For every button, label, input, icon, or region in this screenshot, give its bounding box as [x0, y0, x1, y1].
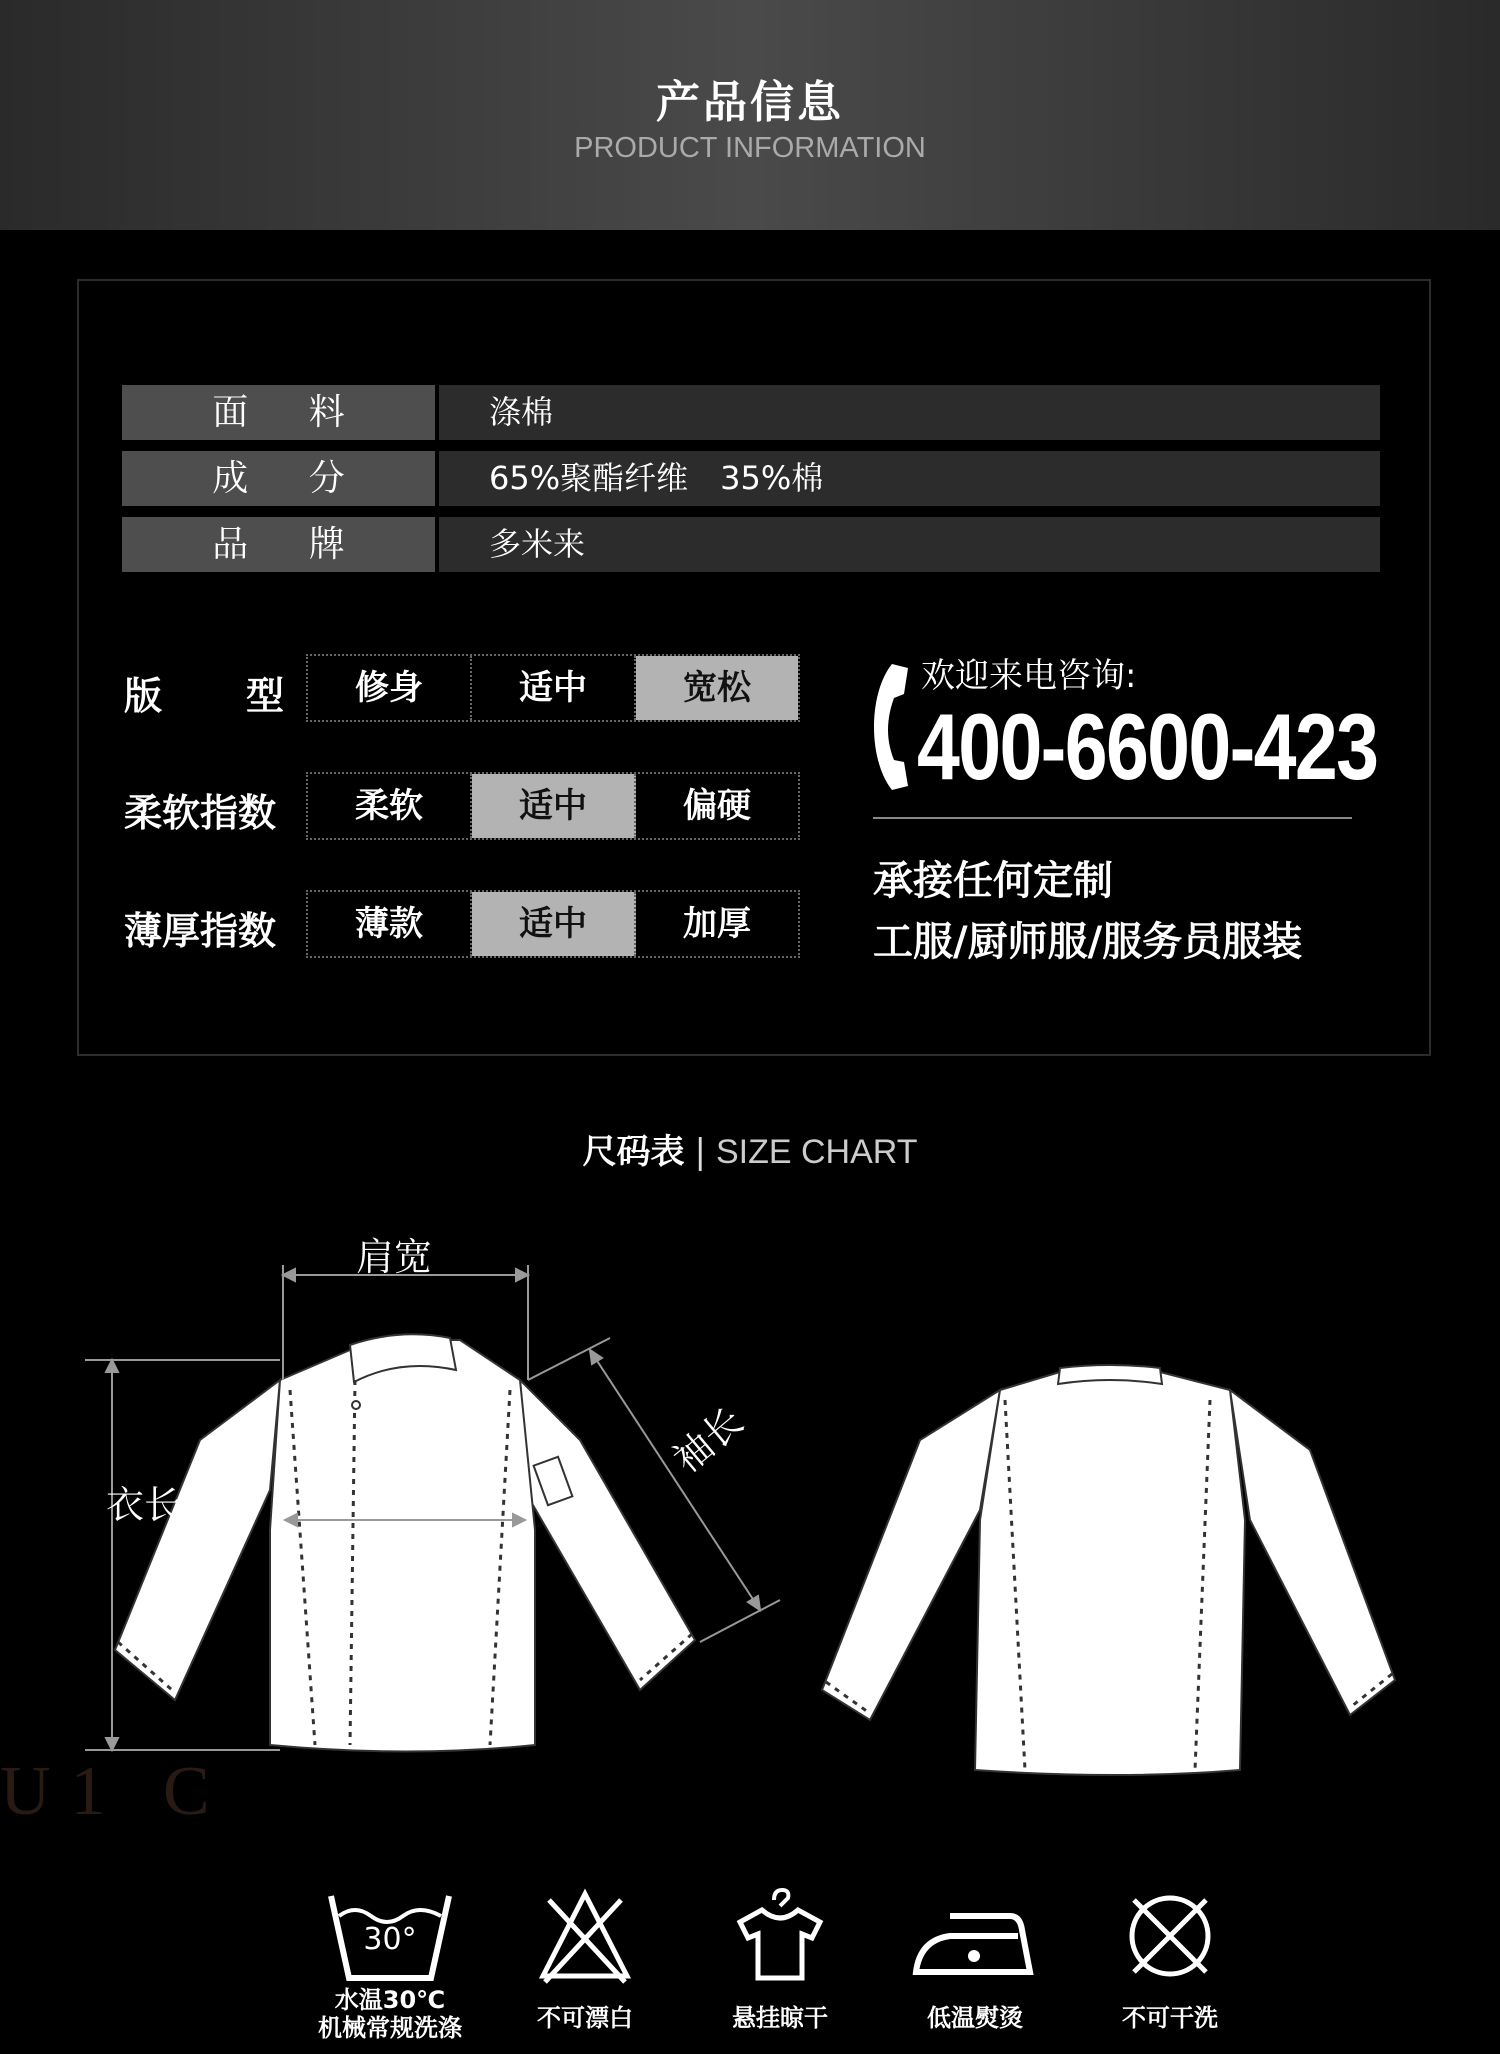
- spec-label: [122, 451, 435, 506]
- spec-label-char: 品: [212, 524, 249, 565]
- header-band: [0, 0, 1500, 230]
- section-title: 产品信息: [656, 77, 844, 128]
- thickness-option-selected: 适中: [472, 892, 636, 956]
- sleeve-length-label: 袖长: [665, 1398, 752, 1482]
- spec-label: [122, 517, 435, 572]
- care-label: 不可漂白: [537, 2004, 633, 2032]
- thickness-label: [124, 900, 284, 955]
- softness-option: 柔软: [308, 774, 472, 838]
- spec-label-char: 分: [308, 458, 345, 499]
- care-label: 机械常规洗涤: [318, 2014, 462, 2042]
- softness-option: 偏硬: [683, 786, 751, 826]
- section-subtitle: PRODUCT INFORMATION: [574, 132, 926, 164]
- no-dry-clean-icon: [1120, 1886, 1220, 1986]
- softness-label: [124, 782, 284, 837]
- care-label: 悬挂晾干: [732, 2004, 828, 2032]
- attr-label-char: 版: [124, 674, 163, 718]
- care-item-low-iron: [890, 1886, 1060, 2032]
- hotline-label: 欢迎来电咨询:: [921, 656, 1137, 696]
- chest-label: 胸围: [366, 1479, 443, 1523]
- divider: [873, 817, 1352, 819]
- thickness-option: 薄款: [308, 892, 472, 956]
- care-label: 低温熨烫: [927, 2004, 1023, 2032]
- softness-scale: [306, 772, 800, 840]
- wash-temp-badge: 30°: [363, 1922, 417, 1957]
- fit-option: 修身: [308, 656, 472, 720]
- spec-value: 涤棉: [439, 385, 1380, 440]
- spec-label-char: 料: [308, 392, 345, 433]
- care-item-hang-dry: [695, 1886, 865, 2032]
- hotline-number[interactable]: 400-6600-423: [917, 694, 1378, 799]
- thickness-option: 加厚: [683, 904, 751, 944]
- low-iron-icon: [910, 1886, 1040, 1986]
- fit-scale: [306, 654, 800, 722]
- care-label: 不可干洗: [1122, 2004, 1218, 2032]
- watermark-text: U1 C: [0, 1753, 230, 1830]
- spec-row-brand: [122, 517, 1380, 572]
- attr-label-text: 薄厚指数: [124, 909, 277, 953]
- size-chart-title: [0, 1124, 1500, 1173]
- no-bleach-icon: [535, 1886, 635, 1986]
- size-chart-title-en: SIZE CHART: [715, 1133, 918, 1171]
- jacket-back-illustration: [810, 1360, 1410, 1780]
- custom-order-text: 承接任何定制: [873, 858, 1113, 904]
- spec-row-fabric: [122, 385, 1380, 440]
- spec-label-char: 面: [212, 392, 249, 433]
- body-length-label: 衣长: [106, 1483, 183, 1527]
- spec-label-char: 牌: [308, 524, 345, 565]
- care-item-wash: [290, 1886, 490, 2042]
- title-separator: |: [694, 1132, 706, 1172]
- attr-label-text: 柔软指数: [124, 791, 277, 835]
- spec-label: [122, 385, 435, 440]
- fit-option: 适中: [472, 656, 636, 720]
- care-item-no-dry-clean: [1085, 1886, 1255, 2032]
- phone-handset-icon: [864, 660, 914, 792]
- fit-option-selected: 宽松: [636, 656, 798, 720]
- care-label: 水温30℃: [334, 1986, 446, 2014]
- attr-label-char: 型: [245, 674, 284, 718]
- spec-row-composition: [122, 451, 1380, 506]
- hang-dry-icon: [730, 1886, 830, 1986]
- spec-label-char: 成: [212, 458, 249, 499]
- uniform-types-text: 工服/厨师服/服务员服装: [873, 919, 1303, 965]
- softness-option-selected: 适中: [472, 774, 636, 838]
- thickness-scale: [306, 890, 800, 958]
- shoulder-width-label: 肩宽: [356, 1235, 433, 1279]
- spec-value: 多米来: [439, 517, 1380, 572]
- spec-value: 65%聚酯纤维 35%棉: [439, 451, 1380, 506]
- care-item-no-bleach: [500, 1886, 670, 2032]
- size-chart-title-cn: 尺码表: [582, 1132, 685, 1172]
- fit-label: [124, 665, 284, 720]
